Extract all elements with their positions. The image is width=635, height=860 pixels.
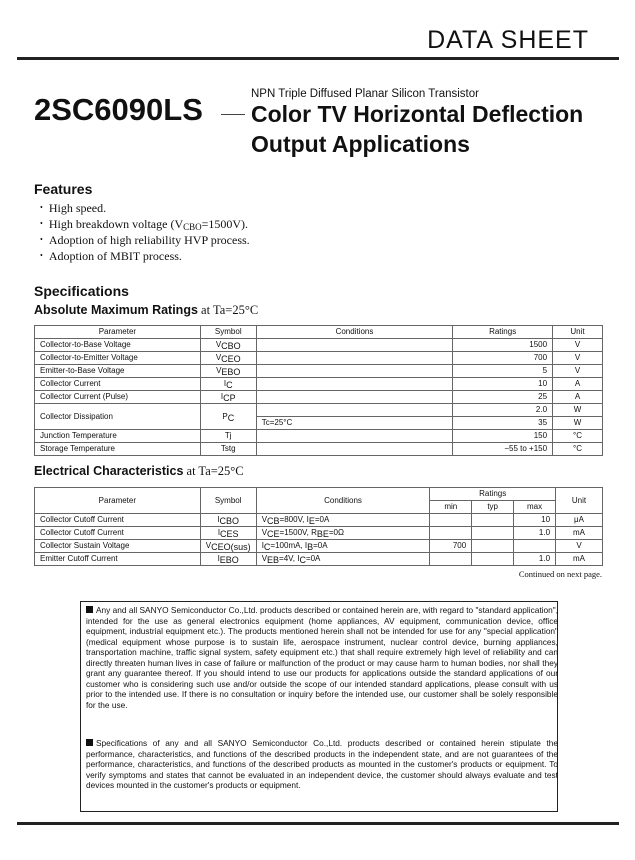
- conditions-cell: $I_C=100mA$, $I_B=0A$: [256, 540, 430, 553]
- rating-cell: 5: [453, 365, 553, 378]
- rating-cell: 150: [453, 430, 553, 443]
- unit-cell: μA: [556, 514, 603, 527]
- rating-cell: 10: [453, 378, 553, 391]
- rating-cell: −55 to +150: [453, 443, 553, 456]
- param-cell: Emitter Cutoff Current: [35, 553, 201, 566]
- conditions-cell: $V_{EB}=4V$, $I_C=0A$: [256, 553, 430, 566]
- rating-cell: 25: [453, 391, 553, 404]
- min-cell: [430, 553, 472, 566]
- symbol-cell: $I_{EBO}$: [200, 553, 256, 566]
- notice-paragraph-1: Any and all SANYO Semiconductor Co.,Ltd. products described or contained herein are, with regard to "standard application", intended for the use as general electronics equipment (home appliances, AV equipment, communication device, office equipment, industrial equipment etc.). The products mentioned herein shall not be intended for use for any "special application" (medical equipment whose purpose is to sustain life, aerospace instrument, nuclear control device, burning appliances, transportation machine, traffic signal system, safety equipment etc.) that shall require extremely high level of reliability and can directly threaten human lives in case of failure or malfunction of the product or may cause harm to human bodies, nor shall they grant any guarantee thereof. If you should intend to use our products for applications outside the standard applications of our customer who is considering such use and/or outside the scope of our intended standard applications, please consult with us prior to the intended use. If there is no consultation or inquiry before the intended use, our customer shall be solely responsible for the use.: [86, 605, 558, 710]
- unit-cell: mA: [556, 527, 603, 540]
- conditions-cell: Tc=25°C: [256, 417, 452, 430]
- unit-cell: V: [553, 352, 603, 365]
- symbol-cell: $V_{CBO}$: [200, 339, 256, 352]
- notice-paragraph-2: Specifications of any and all SANYO Semiconductor Co.,Ltd. products described or contained herein stipulate the performance, characteristics, and functions of the described products in the independent state, and are not guarantees of the performance, characteristics, and functions of the described products as mounted in the customer's products or equipment. To verify symptoms and states that cannot be evaluated in an independent device, the customer should always evaluate and test devices mounted in the customer's products or equipment.: [86, 738, 558, 790]
- application-title-line2: Output Applications: [251, 131, 470, 157]
- electrical-characteristics-table: [34, 487, 603, 566]
- col-header: Symbol: [200, 326, 256, 339]
- ec-heading: Electrical Characteristics at Ta=25°C: [34, 464, 244, 478]
- title-dash: [221, 114, 245, 115]
- max-cell: 1.0: [514, 553, 556, 566]
- param-cell: Collector Cutoff Current: [35, 527, 201, 540]
- min-cell: [430, 514, 472, 527]
- feature-item: • Adoption of MBIT process.: [40, 248, 250, 264]
- unit-cell: A: [553, 378, 603, 391]
- feature-item: • Adoption of high reliability HVP process.: [40, 232, 250, 248]
- symbol-cell: $V_{CEO(sus)}$: [200, 540, 256, 553]
- absolute-max-ratings-table: [34, 325, 603, 456]
- part-number: 2SC6090LS: [34, 92, 203, 127]
- square-bullet-icon: [86, 606, 93, 613]
- table-row: [35, 443, 603, 456]
- footer-rule: [17, 822, 619, 825]
- min-cell: [430, 527, 472, 540]
- conditions-cell: [256, 430, 452, 443]
- symbol-cell: Tstg: [200, 443, 256, 456]
- col-header: Unit: [553, 326, 603, 339]
- unit-cell: °C: [553, 443, 603, 456]
- rating-cell: 2.0: [453, 404, 553, 417]
- square-bullet-icon: [86, 739, 93, 746]
- col-header: Symbol: [200, 488, 256, 514]
- unit-cell: W: [553, 417, 603, 430]
- col-header: Conditions: [256, 488, 430, 514]
- symbol-cell: $I_{CP}$: [200, 391, 256, 404]
- typ-cell: [472, 553, 514, 566]
- conditions-cell: $V_{CB}=800V$, $I_E=0A$: [256, 514, 430, 527]
- symbol-cell: $I_{CBO}$: [200, 514, 256, 527]
- datasheet-title: DATA SHEET: [427, 26, 589, 54]
- subcol-header: typ: [472, 501, 514, 514]
- symbol-cell: $I_{CES}$: [200, 527, 256, 540]
- header-rule: [17, 57, 619, 60]
- symbol-cell: Tj: [200, 430, 256, 443]
- col-header: Conditions: [256, 326, 452, 339]
- table-row: [35, 391, 603, 404]
- param-cell: Collector Dissipation: [35, 404, 201, 430]
- continued-note: Continued on next page.: [518, 569, 602, 579]
- table-row: [35, 514, 603, 527]
- unit-cell: °C: [553, 430, 603, 443]
- symbol-cell: $V_{CEO}$: [200, 352, 256, 365]
- conditions-cell: [256, 443, 452, 456]
- conditions-cell: [256, 404, 452, 417]
- max-cell: [514, 540, 556, 553]
- typ-cell: [472, 540, 514, 553]
- table-row: [35, 540, 603, 553]
- feature-item: • High breakdown voltage $(V_{CBO}=1500V)$.: [40, 216, 250, 232]
- param-cell: Collector Cutoff Current: [35, 514, 201, 527]
- subcol-header: min: [430, 501, 472, 514]
- param-cell: Collector Sustain Voltage: [35, 540, 201, 553]
- application-title-line1: Color TV Horizontal Deflection: [251, 101, 584, 127]
- col-header: Ratings: [430, 488, 556, 501]
- param-cell: Storage Temperature: [35, 443, 201, 456]
- amr-heading: Absolute Maximum Ratings at Ta=25°C: [34, 303, 259, 317]
- rating-cell: 700: [453, 352, 553, 365]
- param-cell: Collector Current (Pulse): [35, 391, 201, 404]
- features-list: [40, 200, 250, 264]
- param-cell: Collector Current: [35, 378, 201, 391]
- table-row: [35, 404, 603, 417]
- symbol-cell: $P_C$: [200, 404, 256, 430]
- unit-cell: A: [553, 391, 603, 404]
- param-cell: Collector-to-Emitter Voltage: [35, 352, 201, 365]
- conditions-cell: [256, 352, 452, 365]
- param-cell: Junction Temperature: [35, 430, 201, 443]
- table-row: [35, 430, 603, 443]
- symbol-cell: $V_{EBO}$: [200, 365, 256, 378]
- unit-cell: V: [553, 365, 603, 378]
- feature-item: • High speed.: [40, 200, 250, 216]
- typ-cell: [472, 514, 514, 527]
- table-row: [35, 378, 603, 391]
- conditions-cell: [256, 365, 452, 378]
- conditions-cell: [256, 339, 452, 352]
- unit-cell: mA: [556, 553, 603, 566]
- param-cell: Collector-to-Base Voltage: [35, 339, 201, 352]
- col-header: Parameter: [35, 488, 201, 514]
- max-cell: 10: [514, 514, 556, 527]
- col-header: Parameter: [35, 326, 201, 339]
- table-row: [35, 527, 603, 540]
- conditions-cell: $V_{CE}=1500V$, $R_{BE}=0\Omega$: [256, 527, 430, 540]
- symbol-cell: $I_C$: [200, 378, 256, 391]
- rating-cell: 35: [453, 417, 553, 430]
- unit-cell: V: [553, 339, 603, 352]
- conditions-cell: [256, 378, 452, 391]
- max-cell: 1.0: [514, 527, 556, 540]
- typ-cell: [472, 527, 514, 540]
- col-header: Unit: [556, 488, 603, 514]
- rating-cell: 1500: [453, 339, 553, 352]
- conditions-cell: [256, 391, 452, 404]
- table-row: [35, 352, 603, 365]
- specifications-heading: Specifications: [34, 283, 129, 299]
- device-type: NPN Triple Diffused Planar Silicon Transistor: [251, 88, 479, 100]
- features-heading: Features: [34, 181, 93, 197]
- unit-cell: V: [556, 540, 603, 553]
- param-cell: Emitter-to-Base Voltage: [35, 365, 201, 378]
- table-row: [35, 365, 603, 378]
- min-cell: 700: [430, 540, 472, 553]
- table-row: [35, 553, 603, 566]
- unit-cell: W: [553, 404, 603, 417]
- col-header: Ratings: [453, 326, 553, 339]
- table-row: [35, 339, 603, 352]
- subcol-header: max: [514, 501, 556, 514]
